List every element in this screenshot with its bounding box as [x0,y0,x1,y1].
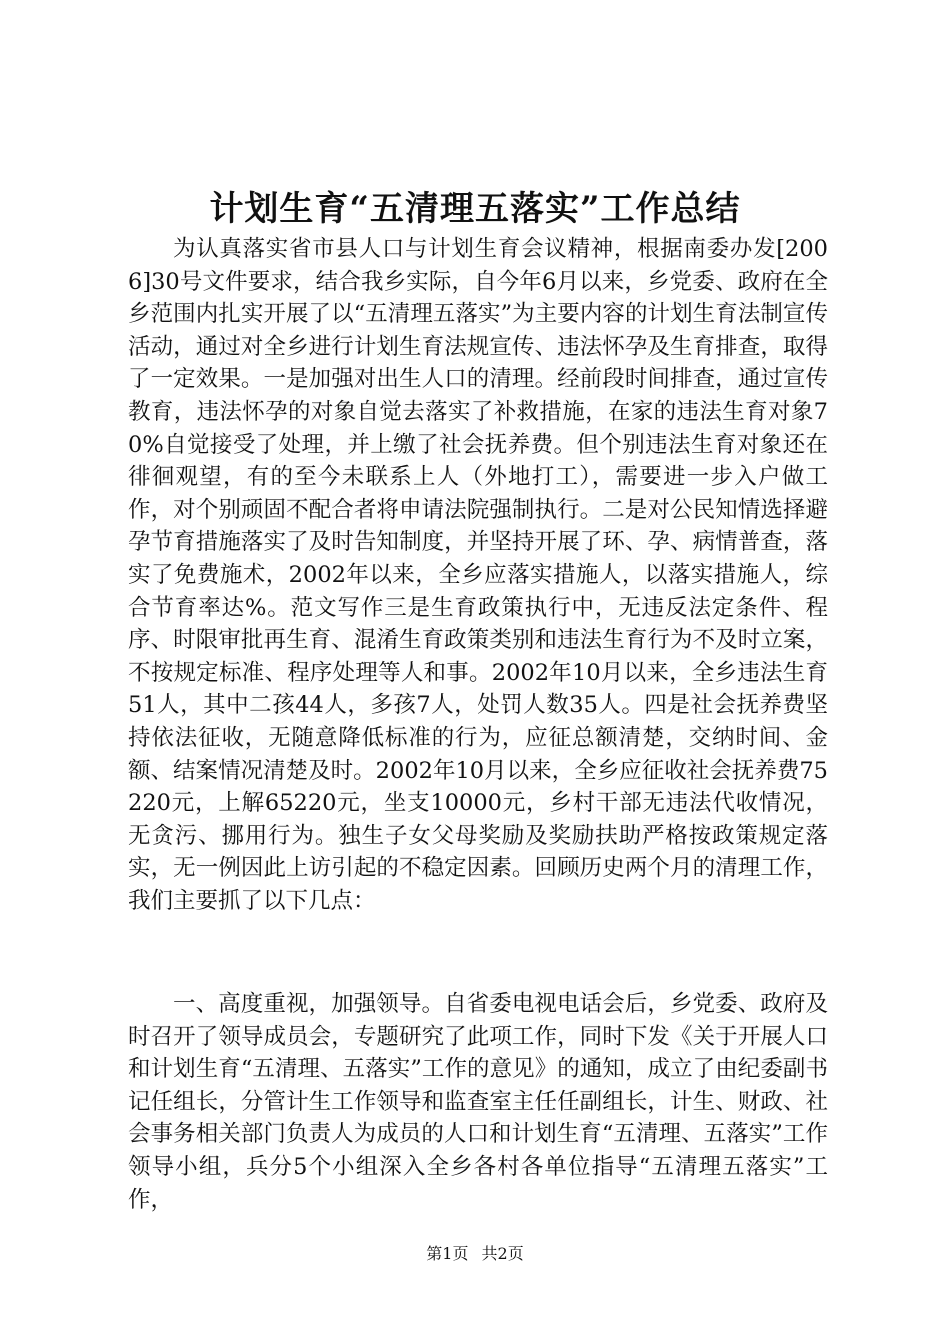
page-number: 第1页 [426,1244,469,1263]
paragraph-1: 为认真落实省市县人口与计划生育会议精神，根据南委办发[2006]30号文件要求，结合我乡实际，自今年6月以来，乡党委、政府在全乡范围内扎实开展了以“五清理五落实”为主要内容的计划生育法制宣传活动，通过对全乡进行计划生育法规宣传、违法怀孕及生育排查，取得了一定效果。一是加强对出生人口的清理。经前段时间排查，通过宣传教育，违法怀孕的对象自觉去落实了补救措施，在家的违法生育对象70%自觉接受了处理，并上缴了社会抚养费。但个别违法生育对象还在徘徊观望，有的至今未联系上人（外地打工），需要进一步入户做工作，对个别顽固不配合者将申请法院强制执行。二是对公民知情选择避孕节育措施落实了及时告知制度，并坚持开展了环、孕、病情普查，落实了免费施术，2002年以来，全乡应落实措施人，以落实措施人，综合节育率达%。范文写作三是生育政策执行中，无违反法定条件、程序、时限审批再生育、混淆生育政策类别和违法生育行为不及时立案，不按规定标准、程序处理等人和事。2002年10月以来，全乡违法生育51人，其中二孩44人，多孩7人，处罚人数35人。四是社会抚养费坚持依法征收，无随意降低标准的行为，应征总额清楚，交纳时间、金额、结案情况清楚及时。2002年10月以来，全乡应征收社会抚养费75220元，上解65220元，坐支10000元，乡村干部无违法代收情况，无贪污、挪用行为。独生子女父母奖励及奖励扶助严格按政策规定落实，无一例因此上访引起的不稳定因素。回顾历史两个月的清理工作，我们主要抓了以下几点： [128,236,828,914]
page-total: 共2页 [481,1244,524,1263]
page-footer [0,1243,950,1265]
document-title: 计划生育“五清理五落实”工作总结 [209,189,741,229]
paragraph-2: 一、高度重视，加强领导。自省委电视电话会后，乡党委、政府及时召开了领导成员会，专题研究了此项工作，同时下发《关于开展人口和计划生育“五清理、五落实”工作的意见》的通知，成立了由纪委副书记任组长，分管计生工作领导和监查室主任任副组长，计生、财政、社会事务相关部门负责人为成员的人口和计划生育“五清理、五落实”工作领导小组，兵分5个小组深入全乡各村各单位指导“五清理五落实”工作， [128,991,828,1213]
